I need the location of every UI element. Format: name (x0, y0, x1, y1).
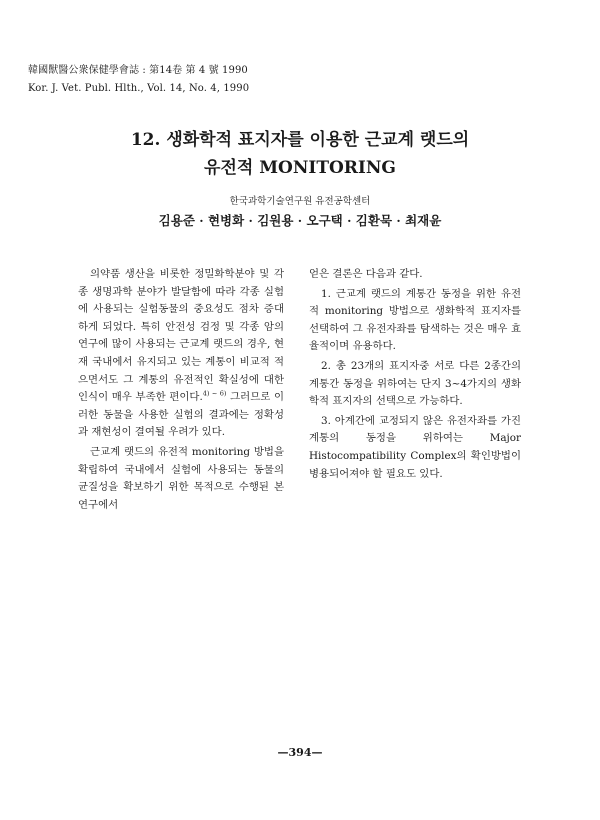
affiliation: 한국과학기술연구원 유전공학센터 (229, 196, 371, 207)
title-line-1: 12. 생화학적 표지자를 이용한 근교계 랫드의 (130, 130, 470, 150)
purpose-paragraph: 근교계 랫드의 유전적 monitoring 방법을 확립하여 국내에서 실험에 사용되는 동물의 균질성을 확보하기 위한 목적으로 수행된 본 연구에서 (78, 445, 284, 511)
intro-text-b: 그러므로 이러한 동물을 사용한 실험의 결과에는 정확성과 재현성이 결여될 우려가 있다. (78, 391, 285, 439)
journal-header (28, 62, 249, 98)
right-column (309, 266, 521, 485)
intro-text-a: 의약품 생산을 비롯한 정밀화학분야 및 각종 생명과학 분야가 발달함에 따라 각종 실험에 사용되는 실험동물의 중요성도 점차 증대하게 되었다. 특히 안전성 검정 및 각종 암의 연구에 많이 사용되는 근교계 랫드의 경우, 현재 국내에서 유지되고 있는 계통이 비교적 적으면서도 그 계통의 유전적인 확실성에 대한 인식이 매우 부족한 편이다. (78, 268, 284, 404)
conclusion-item-3: 3. 아계간에 교정되지 않은 유전자좌를 가진 계통의 동정을 위하여는 Major Histocompatibility Complex의 확인방법이 병용되어져야 할 필요도 있다. (309, 414, 521, 480)
journal-line-korean: 韓國獸醫公衆保健學會誌 : 第14卷 第 4 號 1990 (28, 65, 248, 76)
page-number: —394— (277, 746, 323, 759)
title-line-2: 유전적 MONITORING (204, 158, 396, 178)
reference-citation: 4) ~ 6) (202, 389, 227, 398)
conclusion-intro: 얻은 결론은 다음과 같다. (309, 268, 423, 280)
paper-title (0, 126, 600, 182)
conclusion-item-1: 1. 근교계 랫드의 계통간 동정을 위한 유전적 monitoring 방법으로 생화학적 표지자를 선택하여 그 유전자좌를 탐색하는 것은 매우 효율적이며 유용하다. (309, 287, 521, 353)
journal-line-english: Kor. J. Vet. Publ. Hlth., Vol. 14, No. 4, 1990 (28, 83, 250, 94)
conclusion-item-2: 2. 총 23개의 표지자중 서로 다른 2종간의 계통간 동정을 위하여는 단지 3~4가지의 생화학적 표지자의 선택으로 가능하다. (309, 359, 521, 408)
left-column (78, 266, 284, 516)
intro-paragraph (78, 266, 284, 442)
author-list: 김용준 · 현병화 · 김원용 · 오구택 · 김환묵 · 최재윤 (158, 213, 442, 228)
